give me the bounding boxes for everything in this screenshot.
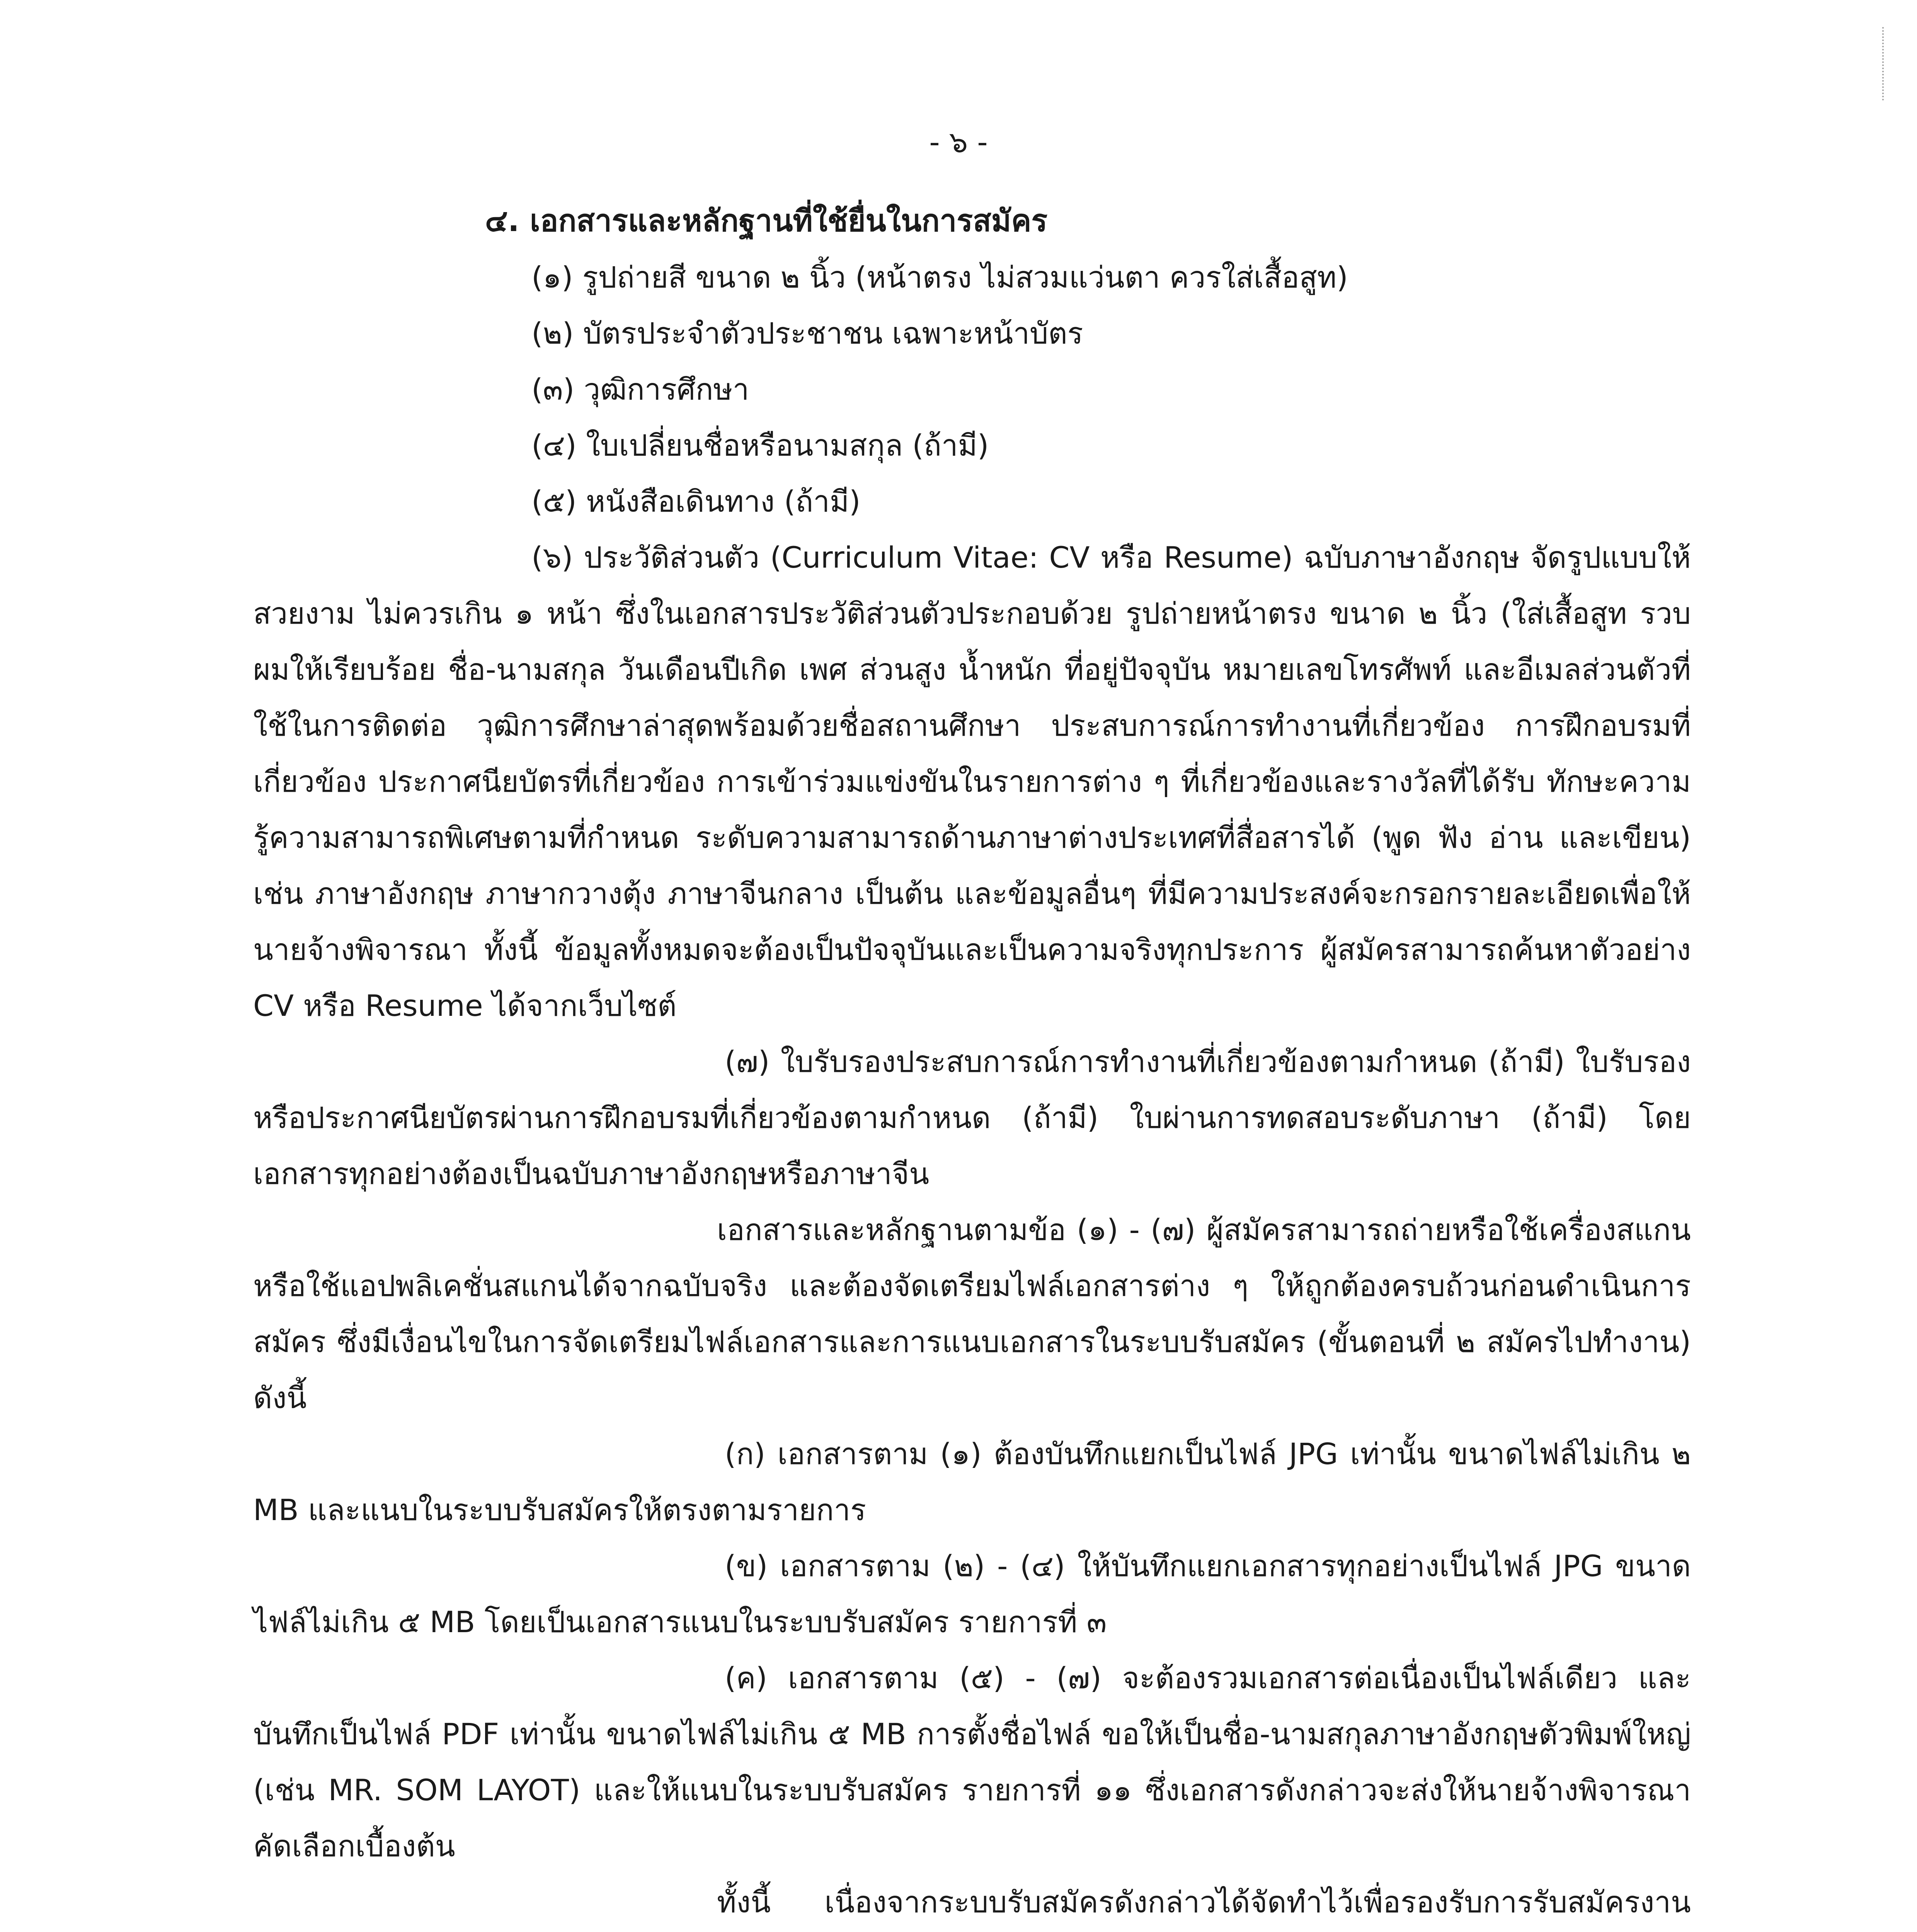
section-4-heading: ๔. เอกสารและหลักฐานที่ใช้ยื่นในการสมัคร bbox=[485, 204, 1048, 238]
doc-rule-b: (ข) เอกสารตาม (๒) - (๔) ให้บันทึกแยกเอกสารทุกอย่างเป็นไฟล์ JPG ขนาดไฟล์ไม่เกิน ๕ MB โดยเป็นเอกสารแนบในระบบรับสมัคร รายการที่ ๓ bbox=[253, 1549, 1691, 1639]
doc-item-4: (๔) ใบเปลี่ยนชื่อหรือนามสกุล (ถ้ามี) bbox=[531, 428, 989, 463]
doc-item-5: (๕) หนังสือเดินทาง (ถ้ามี) bbox=[531, 484, 861, 519]
doc-item-2: (๒) บัตรประจำตัวประชาชน เฉพาะหน้าบัตร bbox=[531, 316, 1083, 350]
doc-item-1: (๑) รูปถ่ายสี ขนาด ๒ นิ้ว (หน้าตรง ไม่สวมแว่นตา ควรใส่เสื้อสูท) bbox=[531, 260, 1348, 294]
scan-edge-mark bbox=[1882, 27, 1886, 100]
docs-preparation-intro: เอกสารและหลักฐานตามข้อ (๑) - (๗) ผู้สมัครสามารถถ่ายหรือใช้เครื่องสแกนหรือใช้แอปพลิเคชั่นสแกนได้จากฉบับจริง และต้องจัดเตรียมไฟล์เอกสารต่าง ๆ ให้ถูกต้องครบถ้วนก่อนดำเนินการสมัคร ซึ่งมีเงื่อนไขในการจัดเตรียมไฟล์เอกสารและการแนบเอกสารในระบบรับสมัคร (ขั้นตอนที่ ๒ สมัครไปทำงาน) ดังนี้ bbox=[253, 1213, 1691, 1415]
doc-item-3: (๓) วุฒิการศึกษา bbox=[531, 372, 749, 406]
doc-rule-a: (ก) เอกสารตาม (๑) ต้องบันทึกแยกเป็นไฟล์ JPG เท่านั้น ขนาดไฟล์ไม่เกิน ๒ MB และแนบในระบบรับสมัครให้ตรงตามรายการ bbox=[253, 1437, 1691, 1527]
document-body bbox=[253, 193, 1691, 1932]
docs-note: ทั้งนี้ เนื่องจากระบบรับสมัครดังกล่าวได้จัดทำไว้เพื่อรองรับการรับสมัครงาน bbox=[717, 1885, 1691, 1919]
doc-item-7-certificates: (๗) ใบรับรองประสบการณ์การทำงานที่เกี่ยวข้องตามกำหนด (ถ้ามี) ใบรับรองหรือประกาศนียบัตรผ่านการฝึกอบรมที่เกี่ยวข้องตามกำหนด (ถ้ามี) ใบผ่านการทดสอบระดับภาษา (ถ้ามี) โดยเอกสารทุกอย่างต้องเป็นฉบับภาษาอังกฤษหรือภาษาจีน bbox=[253, 1044, 1691, 1191]
doc-rule-c: (ค) เอกสารตาม (๕) - (๗) จะต้องรวมเอกสารต่อเนื่องเป็นไฟล์เดียว และบันทึกเป็นไฟล์ PDF เท่านั้น ขนาดไฟล์ไม่เกิน ๕ MB การตั้งชื่อไฟล์ ขอให้เป็นชื่อ-นามสกุลภาษาอังกฤษตัวพิมพ์ใหญ่ (เช่น MR. SOM LAYOT) และให้แนบในระบบรับสมัคร รายการที่ ๑๑ ซึ่งเอกสารดังกล่าวจะส่งให้นายจ้างพิจารณาคัดเลือกเบื้องต้น bbox=[253, 1661, 1691, 1863]
doc-item-6-cv: (๖) ประวัติส่วนตัว (Curriculum Vitae: CV หรือ Resume) ฉบับภาษาอังกฤษ จัดรูปแบบให้สวยงาม ไม่ควรเกิน ๑ หน้า ซึ่งในเอกสารประวัติส่วนตัวประกอบด้วย รูปถ่ายหน้าตรง ขนาด ๒ นิ้ว (ใส่เสื้อสูท รวบผมให้เรียบร้อย ชื่อ-นามสกุล วันเดือนปีเกิด เพศ ส่วนสูง น้ำหนัก ที่อยู่ปัจจุบัน หมายเลขโทรศัพท์ และอีเมลส่วนตัวที่ใช้ในการติดต่อ วุฒิการศึกษาล่าสุดพร้อมด้วยชื่อสถานศึกษา ประสบการณ์การทำงานที่เกี่ยวข้อง การฝึกอบรมที่เกี่ยวข้อง ประกาศนียบัตรที่เกี่ยวข้อง การเข้าร่วมแข่งขันในรายการต่าง ๆ ที่เกี่ยวข้องและรางวัลที่ได้รับ ทักษะความรู้ความสามารถพิเศษตามที่กำหนด ระดับความสามารถด้านภาษาต่างประเทศที่สื่อสารได้ (พูด ฟัง อ่าน และเขียน) เช่น ภาษาอังกฤษ ภาษากวางตุ้ง ภาษาจีนกลาง เป็นต้น และข้อมูลอื่นๆ ที่มีความประสงค์จะกรอกรายละเอียดเพื่อให้นายจ้างพิจารณา ทั้งนี้ ข้อมูลทั้งหมดจะต้องเป็นปัจจุบันและเป็นความจริงทุกประการ ผู้สมัครสามารถค้นหาตัวอย่าง CV หรือ Resume ได้จากเว็บไซต์ bbox=[253, 540, 1691, 1023]
page-number: - ๖ - bbox=[929, 125, 988, 159]
